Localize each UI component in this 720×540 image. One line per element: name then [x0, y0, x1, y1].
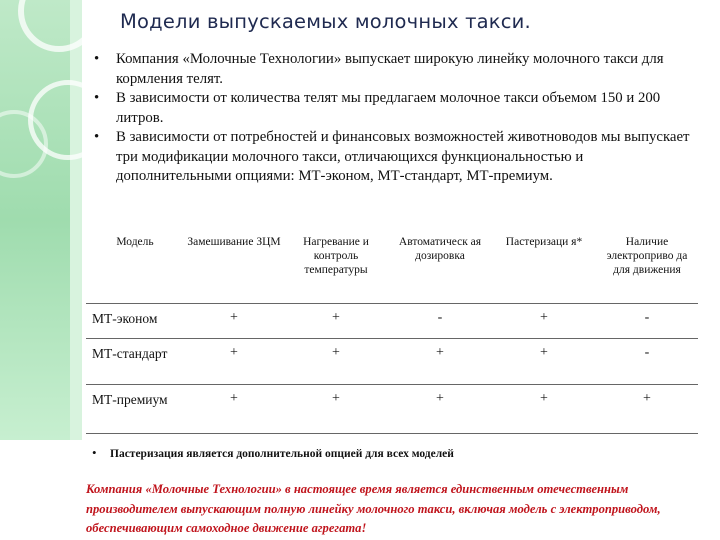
table-row — [86, 385, 698, 434]
decorative-green-panel — [0, 0, 82, 440]
conclusion-text: Компания «Молочные Технологии» в настоящее время является единственным отечественным производителем выпускающим полную линейку молочного такси, включая модель с электроприводом, обеспечивающим самоходное движение агрегата! — [86, 482, 661, 535]
bullet-item: • В зависимости от потребностей и финансовых возможностей животноводов мы выпускает три модификации молочного такси, отличающихся функциональностью и дополнительными опциями: МТ-эконом, МТ-стандарт, МТ-премиум. — [94, 129, 690, 184]
table-cell: + — [596, 385, 698, 434]
table-cell: МТ-стандарт — [86, 339, 184, 385]
table-cell: + — [388, 339, 492, 385]
table-header: Нагревание и контроль температуры — [284, 231, 388, 304]
table-cell: + — [492, 304, 596, 339]
table-header: Замешивание ЗЦМ — [184, 231, 284, 304]
slide-title: Модели выпускаемых молочных такси. — [120, 10, 531, 33]
models-table — [86, 231, 698, 434]
table-cell: МТ-премиум — [86, 385, 184, 434]
bullet-item: • В зависимости от количества телят мы предлагаем молочное такси объемом 150 и 200 литров. — [94, 90, 661, 126]
table-cell: + — [492, 339, 596, 385]
table-header: Пастеризаци я* — [492, 231, 596, 304]
bullet-icon: • — [92, 445, 97, 460]
bullet-list — [94, 50, 694, 187]
decorative-stripe — [70, 0, 82, 440]
bullet-item: • Компания «Молочные Технологии» выпускает широкую линейку молочного такси для кормления телят. — [94, 51, 664, 87]
table-cell: + — [492, 385, 596, 434]
table-cell: + — [284, 304, 388, 339]
footnote — [92, 445, 454, 461]
table-row — [86, 339, 698, 385]
table-cell: - — [388, 304, 492, 339]
table-cell: + — [388, 385, 492, 434]
table-header: Модель — [86, 231, 184, 304]
table-cell: - — [596, 304, 698, 339]
bullet-icon: • — [94, 90, 100, 106]
table-header-row — [86, 231, 698, 304]
table-cell: + — [184, 339, 284, 385]
table-cell: - — [596, 339, 698, 385]
bullet-icon: • — [94, 51, 100, 67]
table-cell: + — [184, 385, 284, 434]
table-header: Автоматическ ая дозировка — [388, 231, 492, 304]
table-cell: + — [284, 385, 388, 434]
table-header: Наличие электроприво да для движения — [596, 231, 698, 304]
table-cell: + — [284, 339, 388, 385]
bullet-icon: • — [94, 129, 100, 145]
footnote-text: Пастеризация является дополнительной опцией для всех моделей — [110, 448, 454, 460]
table-cell: МТ-эконом — [86, 304, 184, 339]
table-cell: + — [184, 304, 284, 339]
table-row — [86, 304, 698, 339]
